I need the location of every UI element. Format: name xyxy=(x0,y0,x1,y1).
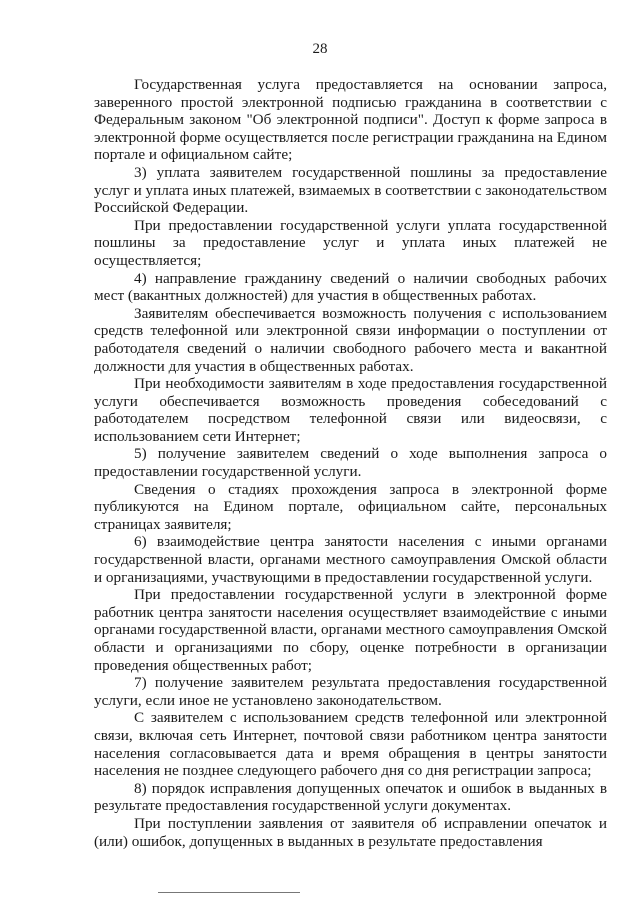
paragraph-item-4-vacancies: 4) направление гражданину сведений о наличии свободных рабочих мест (вакантных должностей) для участия в общественных работах. xyxy=(94,269,607,305)
paragraph-item-3-fee: 3) уплата заявителем государственной пошлины за предоставление услуг и уплата иных платежей, взимаемых в соответствии с законодательством Российской Федерации. xyxy=(94,163,607,217)
paragraph-signature-access: Государственная услуга предоставляется на основании запроса, заверенного простой электронной подписью гражданина в соответствии с Федеральным законом "Об электронной подписи". Доступ к форме запроса в электронной форме осуществляется после регистрации гражданина на Едином портале и официальном сайте; xyxy=(94,76,607,164)
page-number: 28 xyxy=(312,41,328,57)
paragraph-item-6-interaction: 6) взаимодействие центра занятости населения с иными органами государственной власти, органами местного самоуправления Омской области и организациями, участвующими в предоставлении государственной услуги. xyxy=(94,533,607,586)
paragraph-item-8-corrections: 8) порядок исправления допущенных опечаток и ошибок в выданных в результате предоставления государственной услуги документах. xyxy=(94,779,607,815)
footer-rule xyxy=(158,892,300,893)
paragraph-item-5-status: 5) получение заявителем сведений о ходе выполнения запроса о предоставлении государственной услуги. xyxy=(94,445,607,481)
paragraph-electronic-interaction: При предоставлении государственной услуги в электронной форме работник центра занятости населения осуществляет взаимодействие с иными органами государственной власти, органами местного самоуправления Омской области и организациями по сбору, оценке потребности в организации проведения общественных работ; xyxy=(94,586,607,674)
paragraph-correction-request: При поступлении заявления от заявителя об исправлении опечаток и (или) ошибок, допущенных в выданных в результате предоставления xyxy=(94,814,607,850)
paragraph-status-publication: Сведения о стадиях прохождения запроса в электронной форме публикуются на Едином портале, официальном сайте, персональных страницах заявителя; xyxy=(94,480,607,533)
paragraph-item-7-result: 7) получение заявителем результата предоставления государственной услуги, если иное не установлено законодательством. xyxy=(94,674,607,709)
paragraph-vacancy-notification: Заявителям обеспечивается возможность получения с использованием средств телефонной или электронной связи информации о поступлении от работодателя сведений о наличии свободного рабочего места и вакантной должности для участия в общественных работах. xyxy=(94,304,607,375)
paragraph-appointment: С заявителем с использованием средств телефонной или электронной связи, включая сеть Интернет, почтовой связи работником центра занятости населения согласовывается дата и время обращения в центры занятости населения не позднее следующего рабочего дня со дня регистрации запроса; xyxy=(94,709,607,780)
paragraph-interviews: При необходимости заявителям в ходе предоставления государственной услуги обеспечивается возможность проведения собеседований с работодателем посредством телефонной связи или видеосвязи, с использованием сети Интернет; xyxy=(94,375,607,445)
paragraph-fee-not-charged: При предоставлении государственной услуги уплата государственной пошлины за предоставление услуг и уплата иных платежей не осуществляется; xyxy=(94,216,607,269)
document-body xyxy=(94,76,607,850)
